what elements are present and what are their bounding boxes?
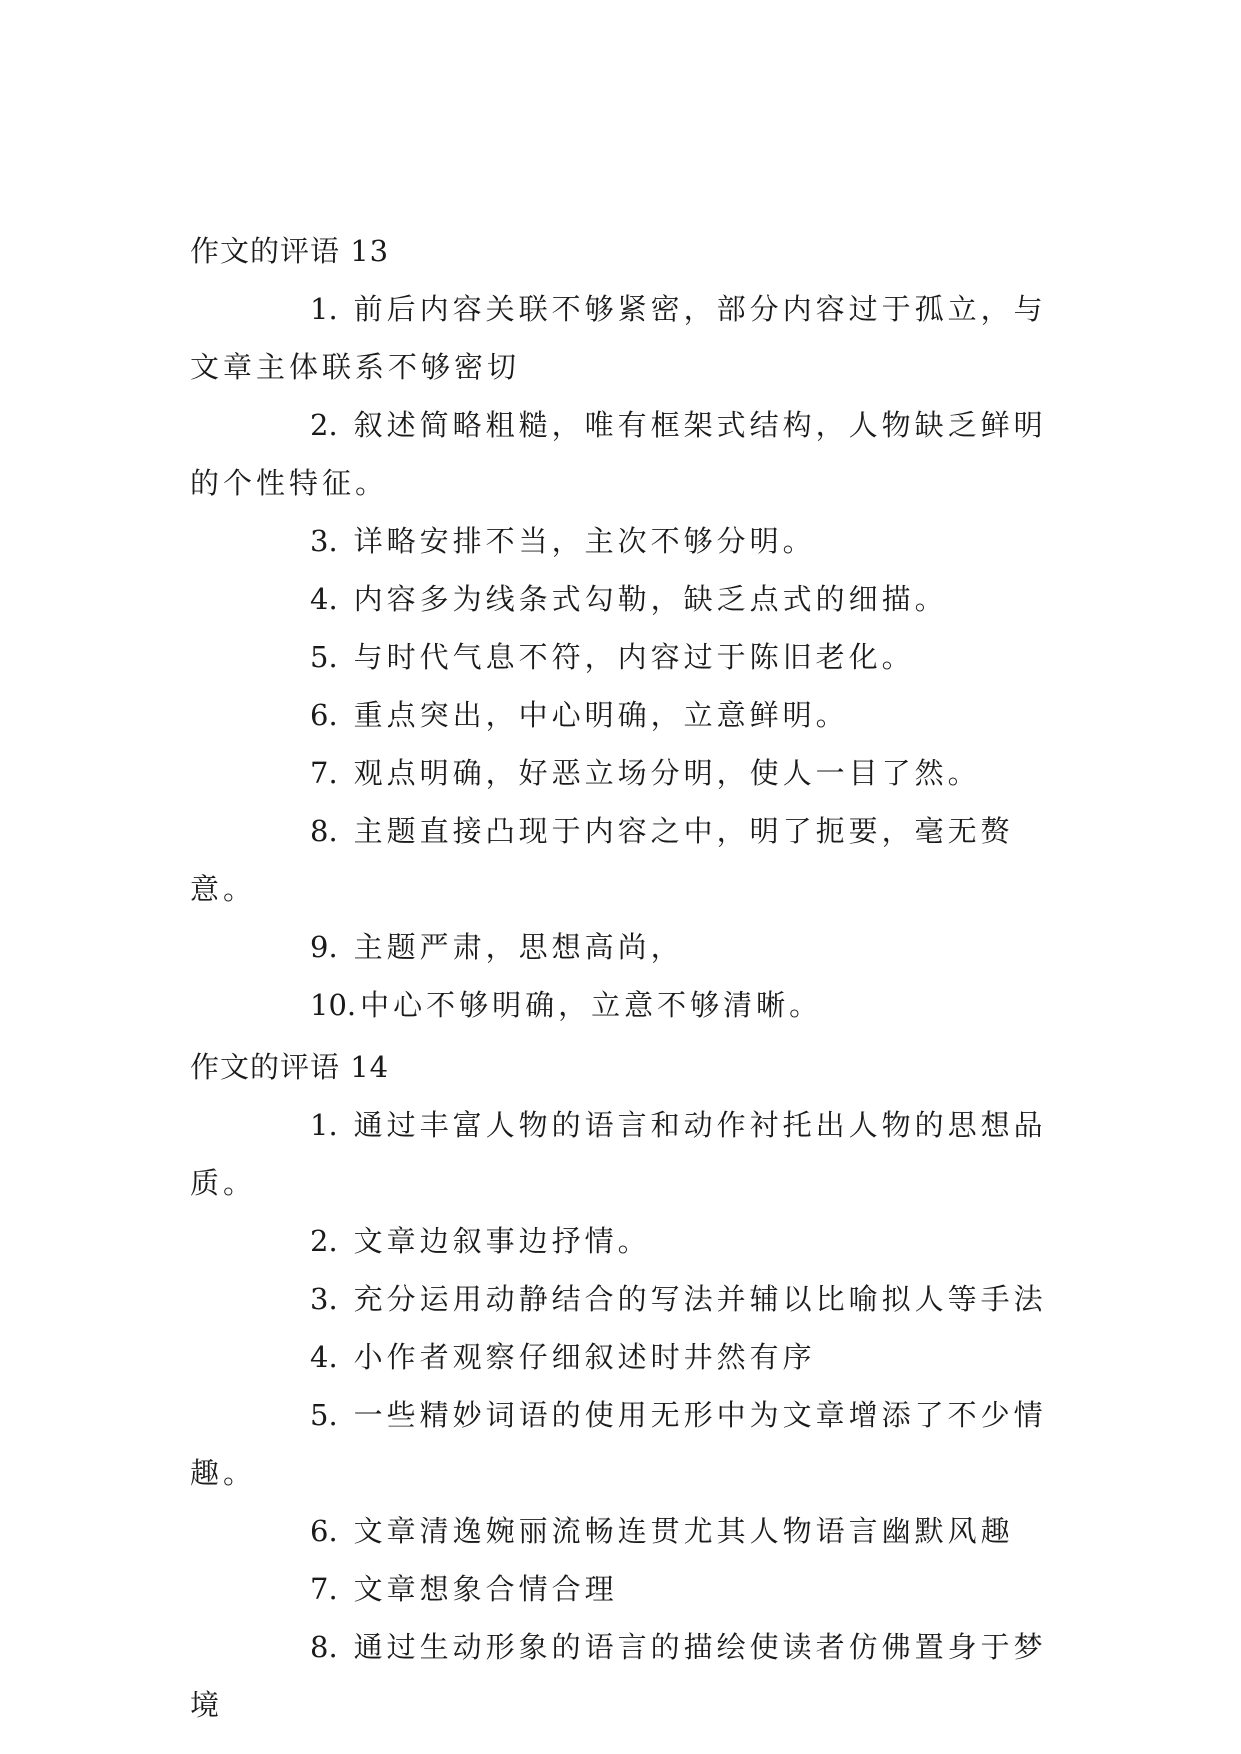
item-number: 1. bbox=[310, 1108, 338, 1142]
item-number: 4. bbox=[310, 1340, 338, 1374]
item-text: 文章边叙事边抒情。 bbox=[353, 1224, 651, 1258]
list-item bbox=[190, 628, 1070, 686]
item-number: 2. bbox=[310, 1224, 338, 1258]
section-title: 作文的评语 14 bbox=[190, 1050, 390, 1084]
list-item bbox=[190, 1328, 1070, 1386]
list-item bbox=[190, 1212, 1070, 1270]
item-text: 中心不够明确，立意不够清晰。 bbox=[360, 988, 823, 1022]
item-number: 3. bbox=[310, 1282, 338, 1316]
item-number: 6. bbox=[310, 1514, 338, 1548]
item-number: 10. bbox=[310, 988, 357, 1022]
list-item bbox=[190, 686, 1070, 744]
list-item bbox=[190, 802, 1070, 918]
item-number: 3. bbox=[310, 524, 338, 558]
item-number: 7. bbox=[310, 1572, 338, 1606]
item-number: 5. bbox=[310, 1398, 338, 1432]
item-number: 1. bbox=[310, 292, 338, 326]
list-item bbox=[190, 1502, 1070, 1560]
item-text: 前后内容关联不够紧密，部分内容过于孤立，与文章主体联系不够密切 bbox=[190, 292, 1047, 384]
item-text: 重点突出，中心明确，立意鲜明。 bbox=[353, 698, 849, 732]
item-text: 一些精妙词语的使用无形中为文章增添了不少情趣。 bbox=[190, 1398, 1047, 1490]
item-text: 内容多为线条式勾勒，缺乏点式的细描。 bbox=[353, 582, 948, 616]
item-text: 主题直接凸现于内容之中，明了扼要，毫无赘意。 bbox=[190, 814, 1014, 906]
list-item bbox=[190, 918, 1070, 976]
list-item bbox=[190, 976, 1070, 1034]
item-text: 小作者观察仔细叙述时井然有序 bbox=[353, 1340, 816, 1374]
item-text: 主题严肃，思想高尚， bbox=[353, 930, 684, 964]
item-text: 充分运用动静结合的写法并辅以比喻拟人等手法 bbox=[353, 1282, 1047, 1316]
item-number: 4. bbox=[310, 582, 338, 616]
list-item bbox=[190, 1096, 1070, 1212]
list-item bbox=[190, 1386, 1070, 1502]
list-item bbox=[190, 512, 1070, 570]
item-text: 观点明确，好恶立场分明，使人一目了然。 bbox=[353, 756, 981, 790]
list-item bbox=[190, 280, 1070, 396]
list-item bbox=[190, 396, 1070, 512]
item-number: 8. bbox=[310, 1630, 338, 1664]
section-comments-14 bbox=[190, 1038, 1070, 1734]
section-comments-13 bbox=[190, 222, 1070, 1034]
item-text: 通过生动形象的语言的描绘使读者仿佛置身于梦境 bbox=[190, 1630, 1047, 1722]
list-item bbox=[190, 1618, 1070, 1734]
list-item bbox=[190, 1270, 1070, 1328]
item-text: 文章清逸婉丽流畅连贯尤其人物语言幽默风趣 bbox=[353, 1514, 1014, 1548]
item-text: 通过丰富人物的语言和动作衬托出人物的思想品质。 bbox=[190, 1108, 1047, 1200]
list-item bbox=[190, 1560, 1070, 1618]
list-item bbox=[190, 744, 1070, 802]
item-number: 6. bbox=[310, 698, 338, 732]
section-title: 作文的评语 13 bbox=[190, 234, 390, 268]
list-item bbox=[190, 570, 1070, 628]
item-number: 2. bbox=[310, 408, 338, 442]
item-text: 叙述简略粗糙，唯有框架式结构，人物缺乏鲜明的个性特征。 bbox=[190, 408, 1047, 500]
item-number: 7. bbox=[310, 756, 338, 790]
item-number: 9. bbox=[310, 930, 338, 964]
item-text: 与时代气息不符，内容过于陈旧老化。 bbox=[353, 640, 915, 674]
item-number: 5. bbox=[310, 640, 338, 674]
item-text: 详略安排不当，主次不够分明。 bbox=[353, 524, 816, 558]
item-text: 文章想象合情合理 bbox=[353, 1572, 618, 1606]
item-number: 8. bbox=[310, 814, 338, 848]
